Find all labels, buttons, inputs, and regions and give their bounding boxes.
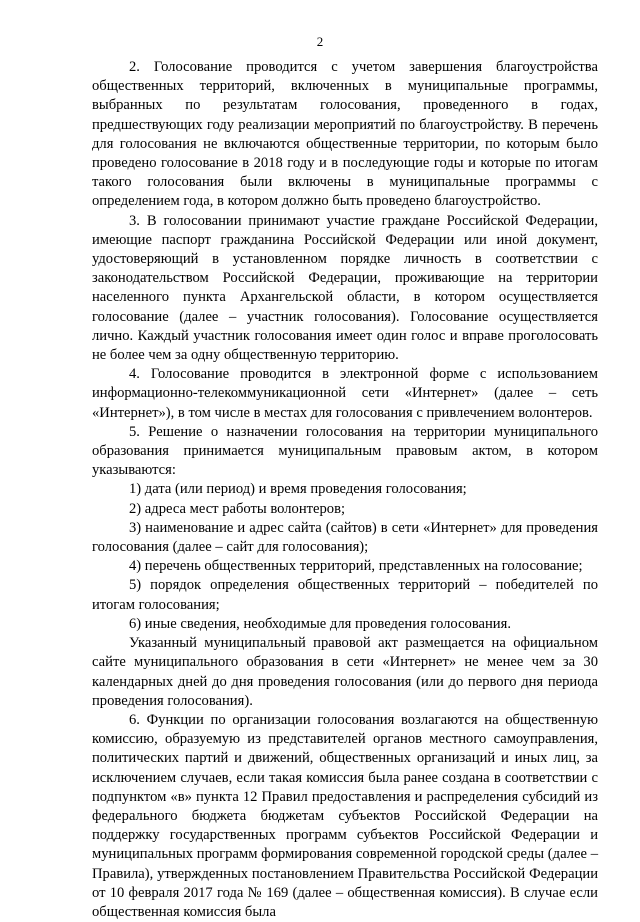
page-number: 2 xyxy=(316,34,324,49)
paragraph-3-participants: 3. В голосовании принимают участие граждане Российской Федерации, имеющие паспорт гражданина Российской Федерации или иной документ, удостоверяющий в установленном порядке личность в соответствии с законодательством Российской Федерации, проживающие на территории населенного пункта Архангельской области, в котором осуществляется голосование (далее – участник голосования). Голосование осуществляется лично. Каждый участник голосования имеет один голос и вправе проголосовать не более чем за одну общественную территорию. xyxy=(92,212,598,364)
paragraph-2-voting-conditions: 2. Голосование проводится с учетом завершения благоустройства общественных территорий, включенных в муниципальные программы, выбранных по результатам голосования, проведенного в годах, предшествующих году реализации мероприятий по благоустройству. В перечень для голосования не включаются общественные территории, по которым было проведено голосование в 2018 году и в последующие годы и которые по итогам такого голосования были включены в муниципальные программы с определением года, в котором должно быть проведено благоустройство. xyxy=(92,59,598,210)
list-item-4: 4) перечень общественных территорий, представленных на голосование; xyxy=(129,558,583,575)
paragraph-5-decision: 5. Решение о назначении голосования на территории муниципального образования принимается муниципальным правовым актом, в котором указываются: xyxy=(92,423,598,479)
list-item-6: 6) иные сведения, необходимые для проведения голосования. xyxy=(129,615,511,632)
list-item-1: 1) дата (или период) и время проведения голосования; xyxy=(129,481,467,498)
paragraph-4-electronic-form: 4. Голосование проводится в электронной форме с использованием информационно-телекоммуникационной сети «Интернет» (далее – сеть «Интернет»), в том числе в местах для голосования с привлечением волонтеров. xyxy=(92,366,598,421)
paragraph-publication: Указанный муниципальный правовой акт размещается на официальном сайте муниципального образования в сети «Интернет» не менее чем за 30 календарных дней до дня проведения голосования (или до первого дня периода проведения голосования). xyxy=(92,635,598,709)
list-item-3: 3) наименование и адрес сайта (сайтов) в сети «Интернет» для проведения голосования (далее – сайт для голосования); xyxy=(92,519,598,556)
list-item-5: 5) порядок определения общественных территорий – победителей по итогам голосования; xyxy=(92,577,598,613)
paragraph-6-commission: 6. Функции по организации голосования возлагаются на общественную комиссию, образуемую из представителей органов местного самоуправления, политических партий и движений, общественных организаций и иных лиц, за исключением случаев, если такая комиссия была ранее создана в соответствии с подпунктом «в» пункта 12 Правил предоставления и распределения субсидий из федерального бюджета бюджетам субъектов Российской Федерации на поддержку государственных программ субъектов Российской Федерации и муниципальных программ формирования современной городской среды (далее – Правила), утвержденных постановлением Правительства Российской Федерации от 10 февраля 2017 года № 169 (далее – общественная комиссия). В случае если общественная комиссия была xyxy=(92,711,598,920)
document-body xyxy=(92,58,598,922)
list-item-2: 2) адреса мест работы волонтеров; xyxy=(129,500,346,517)
